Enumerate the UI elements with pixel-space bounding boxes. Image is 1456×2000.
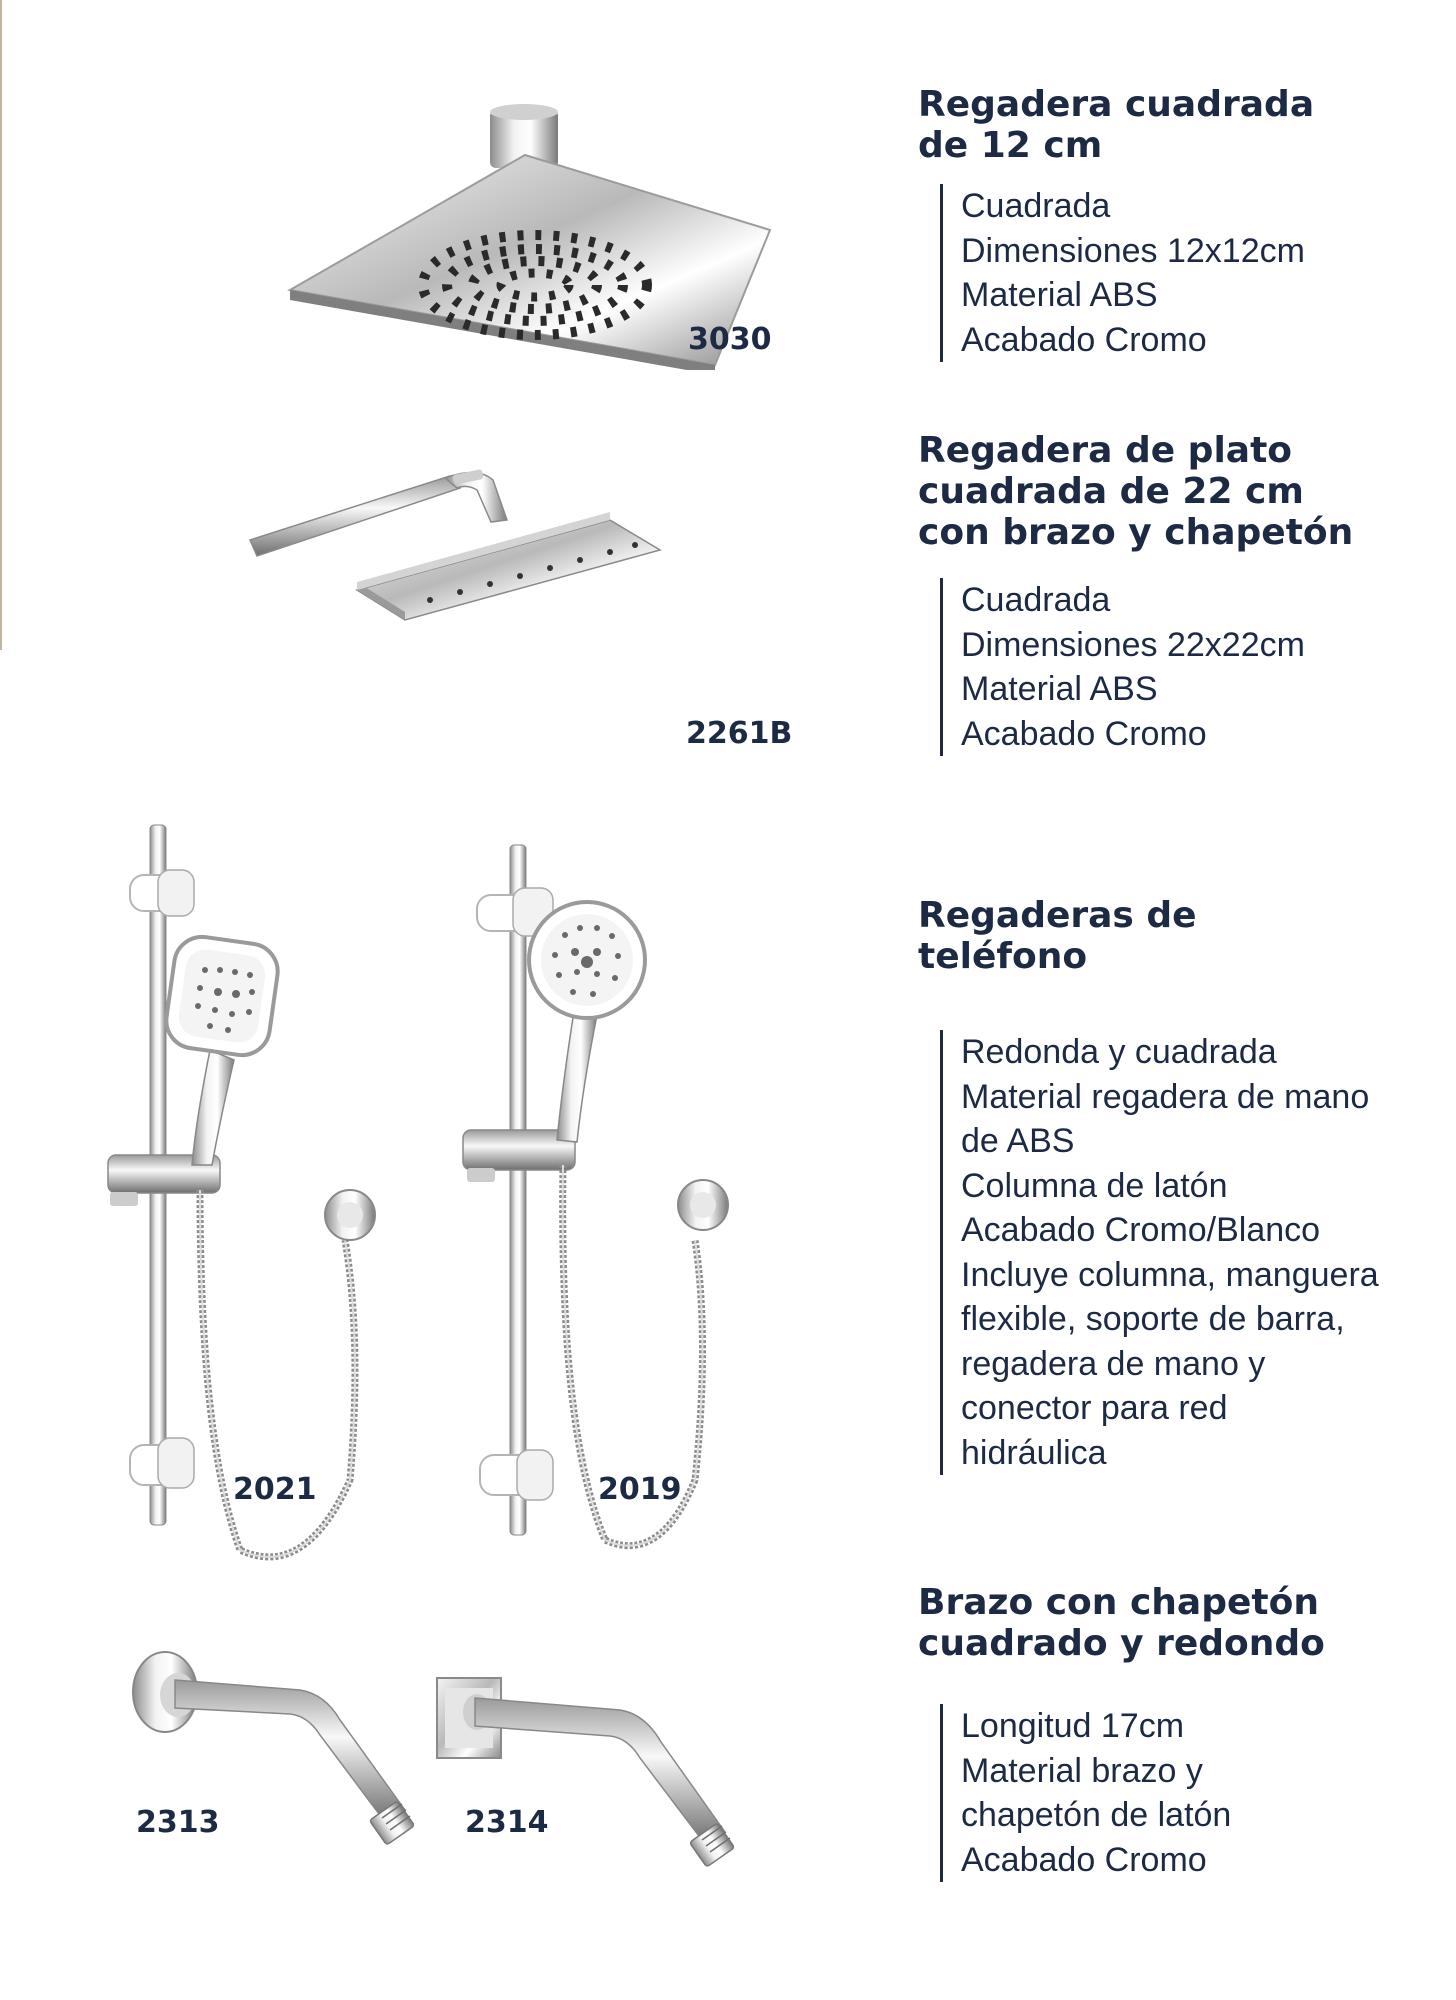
section-title-phone (918, 895, 1197, 977)
spec-item: Dimensiones 12x12cm (961, 231, 1305, 270)
spec-list-square-12 (940, 184, 1305, 362)
spec-item: Acabado Cromo/Blanco (961, 1211, 1321, 1249)
spec-item: Longitud 17cm (961, 1707, 1185, 1745)
title-line: de 12 cm (918, 125, 1103, 166)
spec-list-arm (940, 1704, 1231, 1882)
spec-item: hidráulica (961, 1433, 1107, 1472)
product-code-2313: 2313 (136, 1805, 220, 1840)
spec-item: Acabado Cromo (961, 320, 1207, 359)
product-image-2261B (245, 460, 665, 630)
spec-list-plate-22 (940, 578, 1305, 756)
spec-item: conector para red (961, 1389, 1228, 1427)
title-line: Regaderas de (918, 895, 1197, 936)
spec-item: Cuadrada (961, 187, 1111, 225)
spec-item: de ABS (961, 1122, 1075, 1160)
section-title-plate-22 (918, 430, 1353, 553)
title-line: cuadrada de 22 cm (918, 471, 1304, 512)
page-edge (0, 0, 2, 650)
spec-item: chapetón de latón (961, 1796, 1232, 1834)
spec-item: Cuadrada (961, 581, 1111, 619)
title-line: Brazo con chapetón (918, 1582, 1319, 1623)
spec-item: Material regadera de mano (961, 1077, 1370, 1116)
spec-item: Acabado Cromo (961, 714, 1207, 753)
spec-item: Columna de latón (961, 1166, 1228, 1205)
spec-item: Dimensiones 22x22cm (961, 625, 1305, 664)
spec-item: Incluye columna, manguera (961, 1255, 1379, 1294)
section-title-arm (918, 1582, 1325, 1664)
spec-item: Redonda y cuadrada (961, 1033, 1277, 1071)
spec-list-phone (940, 1030, 1379, 1475)
title-line: con brazo y chapetón (918, 512, 1354, 553)
spec-item: Acabado Cromo (961, 1840, 1207, 1879)
product-code-2019: 2019 (598, 1472, 682, 1507)
spec-item: Material brazo y (961, 1751, 1203, 1790)
product-image-2021 (100, 820, 400, 1570)
spec-item: flexible, soporte de barra, (961, 1300, 1345, 1338)
product-code-2261B: 2261B (686, 716, 793, 751)
spec-item: Material ABS (961, 276, 1158, 314)
title-line: teléfono (918, 936, 1088, 977)
product-code-2021: 2021 (233, 1472, 317, 1507)
product-code-3030: 3030 (688, 322, 772, 357)
title-line: cuadrado y redondo (918, 1623, 1325, 1664)
product-image-2019 (455, 840, 755, 1570)
title-line: Regadera cuadrada (918, 84, 1315, 125)
spec-item: regadera de mano y (961, 1344, 1266, 1383)
spec-item: Material ABS (961, 670, 1158, 708)
section-title-square-12 (918, 84, 1314, 166)
title-line: Regadera de plato (918, 430, 1293, 471)
product-image-2314 (435, 1670, 735, 1870)
product-code-2314: 2314 (465, 1805, 549, 1840)
